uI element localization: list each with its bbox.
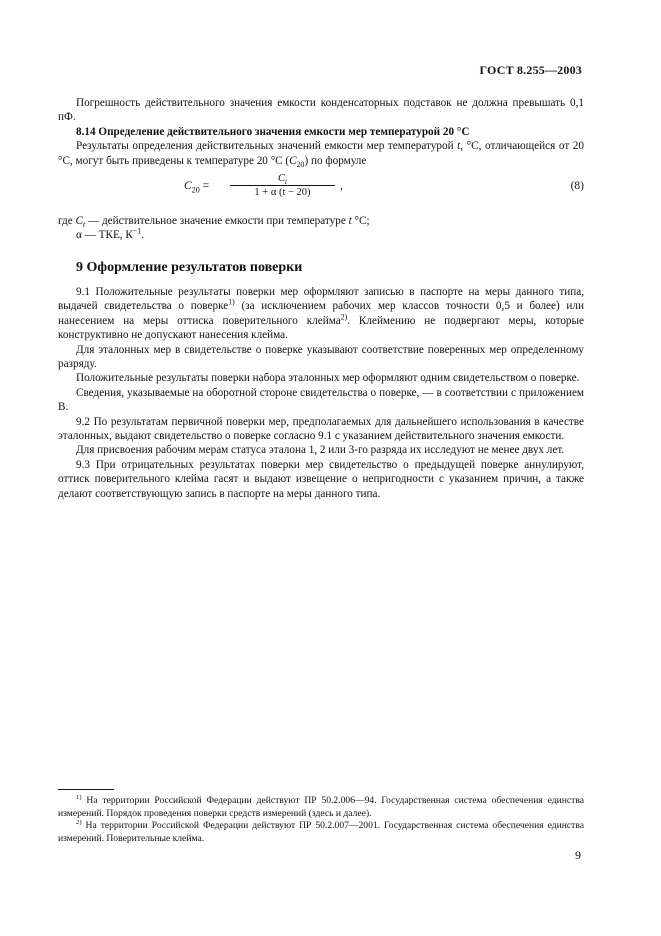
section-9-body [58,285,584,501]
text-run: , °С, отличающейся от 20 °С, могут быть приведены к температуре 20 °С ( [58,140,584,167]
paragraph-9-3: 9.3 При отрицательных результатах поверки мер свидетельство о предыдущей поверке аннулируют, оттиск поверительного клейма гасят и выдают извещение о непригодности с указанием причин, а также делают соответствующую запись в паспорте на меры данного типа. [58,458,584,500]
formula-comma: , [340,180,343,192]
standard-header: ГОСТ 8.255—2003 [479,63,582,77]
var-c: C [289,154,297,167]
section-8-14-title [58,125,584,139]
text-run: . [141,229,144,242]
formula-number: (8) [570,180,584,192]
var-t: t [457,140,461,153]
page-number: 9 [575,848,581,862]
formula-denominator: 1 + α (t − 20) [254,187,311,198]
formula-8 [58,171,584,205]
text-run: α — ТКЕ, К [76,229,133,242]
text-run: . Клеймению не подвергают меры, которые конструктивно не допускают нанесения клейма. [58,314,584,342]
formula-lhs [184,180,210,195]
text-run: где [58,215,76,227]
footnote-1-mark: 1) [76,793,82,801]
text-run: 9.1 Положительные результаты поверки мер оформляют записью в паспорте на меры данного типа, выдачей свидетельства о поверке [58,286,584,313]
section-9-heading: 9 Оформление результатов поверки [76,260,303,275]
section-8-14-text [58,139,584,168]
footnote-divider [58,789,114,790]
legend-alpha-exp: −1 [132,226,142,236]
footnote-ref-1: 1) [228,297,235,307]
text-run: ) по формуле [304,154,367,167]
section-8-14-block [58,96,584,168]
text-run: °С; [351,215,370,227]
text-run: Результаты определения действительных значений емкости мер температурой [76,140,458,153]
formula-lhs-sub: 20 [191,185,200,195]
sub-20: 20 [296,159,305,169]
legend-t: t [348,215,352,227]
formula-equals: = [199,180,210,192]
paragraph-set: Положительные результаты поверки набора эталонных мер оформляют одним свидетельством о поверке. [76,372,580,385]
formula-num-sub: t [284,177,288,187]
footnote-ref-2: 2) [340,312,348,322]
footnote-2-mark: 2) [76,818,82,826]
footnote-2 [58,820,584,845]
capacitor-stand-error-paragraph: Погрешность действительного значения емкости конденсаторных подставок не должна превышать 0,1 пФ. [58,97,584,124]
formula-fraction [230,173,335,198]
paragraph-info: Сведения, указываемые на оборотной стороне свидетельства о поверке, — в соответствии с приложением В. [58,386,584,414]
text-run: — действительное значение емкости при температуре [85,215,349,227]
paragraph-9-1 [58,285,584,343]
legend-ct-sub: t [82,220,86,230]
text-run: (за исключением рабочих мер классов точности 0,5 и более) или нанесением на меры оттиска поверительного клейма [58,300,584,327]
paragraph-9-2: 9.2 По результатам первичной поверки мер, предполагаемых для дальнейшего использования в качестве эталонных, выдают свидетельство о поверке согласно 9.1 с указанием действительного значения емкости. [58,415,584,443]
footnote-2-text: На территории Российской Федерации действуют ПР 50.2.007—2001. Государственная система обеспечения единства измерений. Поверительные клейма. [58,820,584,844]
legend-alpha [58,228,584,242]
formula-num-var: C [277,173,285,184]
footnote-1 [58,795,584,820]
legend-ct-var: C [75,215,83,227]
paragraph-status: Для присвоения рабочим мерам статуса эталона 1, 2 или 3-го разряда их исследуют не менее двух лет. [76,444,565,457]
footnote-1-text: На территории Российской Федерации действуют ПР 50.2.006—94. Государственная система обеспечения единства измерений. Порядок проведения поверки средств измерений (здесь и далее). [58,795,584,819]
footnotes [58,795,584,845]
formula-numerator [230,173,335,186]
paragraph-etalon: Для эталонных мер в свидетельстве о поверке указывают соответствие поверенных мер определенному разряду. [58,343,584,371]
formula-legend [58,214,584,243]
formula-lhs-var: C [184,180,192,192]
section-8-14-title-text: 8.14 Определение действительного значения емкости мер температурой 20 °С [76,125,470,138]
